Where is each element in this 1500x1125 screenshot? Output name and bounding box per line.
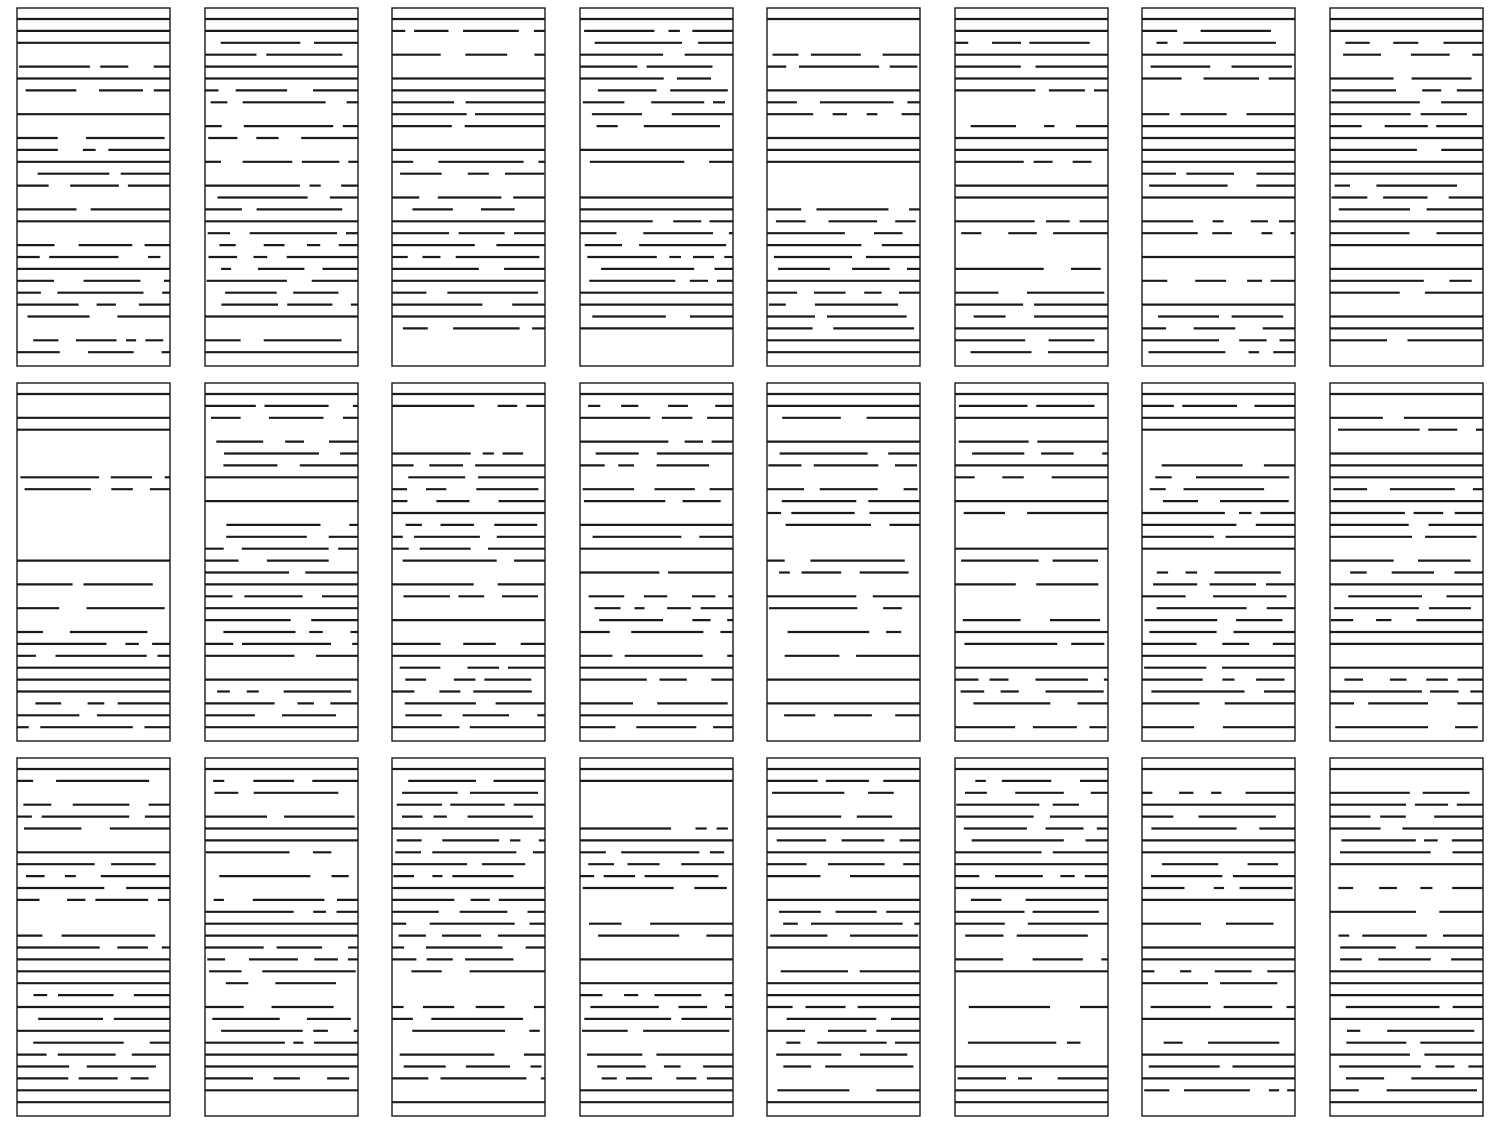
panel-border [580,758,733,1116]
panel-r1-c1 [17,8,170,366]
panel-border [1142,758,1295,1116]
panel-border [955,8,1108,366]
panel-r3-c6 [955,758,1108,1116]
panel-border [955,758,1108,1116]
panel-r2-c3 [392,383,545,741]
panel-border [580,383,733,741]
panel-r2-c7 [1142,383,1295,741]
panel-border [1142,8,1295,366]
panel-border [1142,383,1295,741]
panel-border [17,383,170,741]
panel-border [767,758,920,1116]
panel-border [1330,758,1483,1116]
panel-r3-c4 [580,758,733,1116]
panel-r1-c5 [767,8,920,366]
panel-r1-c4 [580,8,733,366]
panel-border [1330,8,1483,366]
panel-r1-c6 [955,8,1108,366]
panel-border [955,383,1108,741]
panel-border [205,758,358,1116]
panel-r2-c1 [17,383,170,741]
panel-border [17,8,170,366]
panel-border [1330,383,1483,741]
panel-r3-c2 [205,758,358,1116]
panel-border [767,383,920,741]
panel-r1-c2 [205,8,358,366]
panel-r3-c7 [1142,758,1295,1116]
panel-border [205,383,358,741]
panel-r3-c5 [767,758,920,1116]
panel-border [580,8,733,366]
panel-r3-c3 [392,758,545,1116]
panel-r3-c1 [17,758,170,1116]
panel-r1-c3 [392,8,545,366]
panel-r2-c8 [1330,383,1483,741]
panel-border [17,758,170,1116]
panel-r1-c8 [1330,8,1483,366]
panel-r2-c4 [580,383,733,741]
panel-border [392,383,545,741]
panel-r2-c6 [955,383,1108,741]
panel-border [392,758,545,1116]
panel-r2-c2 [205,383,358,741]
panel-r2-c5 [767,383,920,741]
panel-r1-c7 [1142,8,1295,366]
panel-r3-c8 [1330,758,1483,1116]
panel-border [392,8,545,366]
panel-border [205,8,358,366]
panel-border [767,8,920,366]
